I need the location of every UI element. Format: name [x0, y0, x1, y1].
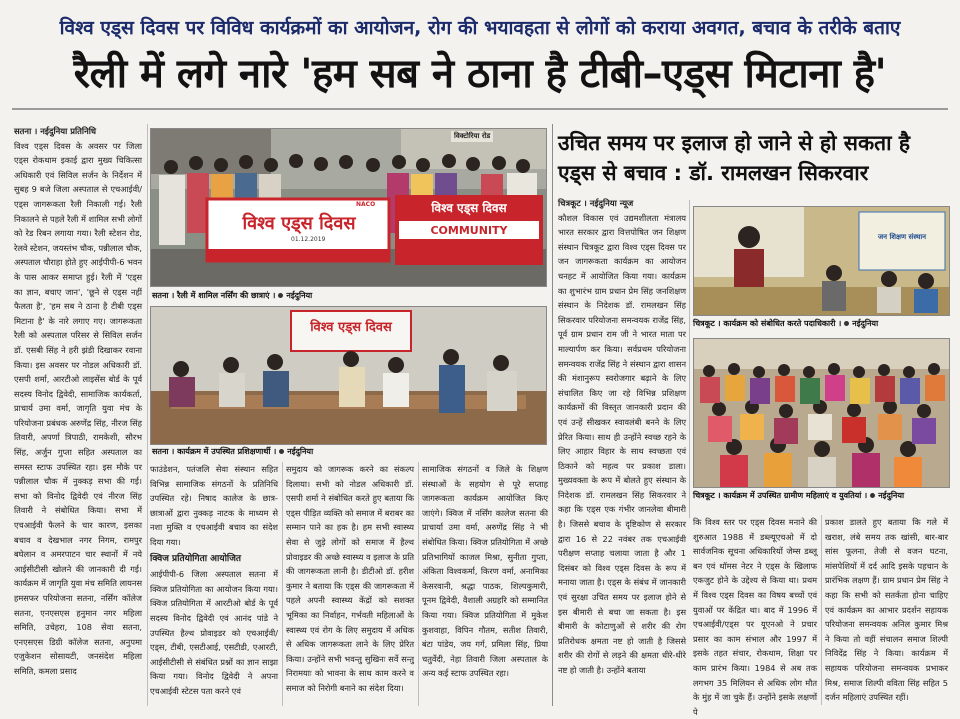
byline-satna: सतना । नईदुनिया प्रतिनिधि [14, 126, 97, 136]
bottom-column-2 [286, 462, 414, 708]
program-photo [150, 306, 547, 445]
chitrakoot-column-2 [693, 515, 817, 717]
program-banner-text: विश्व एड्स दिवस [310, 320, 392, 335]
article-kicker: विश्व एड्स दिवस पर विविध कार्यक्रमों का आयोजन, रोग की भयावहता से लोगों को कराया अवगत, बचाव के तरीके बताए [59, 17, 901, 39]
column-divider [147, 124, 148, 706]
rally-banner-naco: NACO [356, 201, 376, 208]
quiz-subheading: क्विज प्रतियोगिता आयोजित [150, 553, 242, 564]
chitrakoot-top-caption-text: चित्रकूट । कार्यक्रम को संबोधित करते पदाधिकारी । [693, 319, 842, 328]
bullet-icon [844, 321, 849, 326]
bottom-column-1-text: फाउंडेशन, पतंजलि सेवा संस्थान सहित विभिन्न सामाजिक संगठनों के प्रतिनिधि उपस्थित रहे। निषाद कालेज के छात्र-छात्राओं द्वारा नुक्कड़ नाटक के माध्यम से नशा मुक्ति व एचआईवी बचाव का संदेश दिया गया। [150, 464, 278, 547]
chitrakoot-banner-text: जन शिक्षण संस्थान [877, 233, 927, 241]
chitrakoot-bottom-caption-source: नईदुनिया [878, 491, 905, 500]
bullet-icon [870, 493, 875, 498]
chitrakoot-column [558, 196, 686, 708]
chitrakoot-column-2-text: कि विश्व स्तर पर एड्स दिवस मनाने की शुरुआत 1988 में डब्ल्यूएचओ में दो सार्वजनिक सूचना अधिकारियों जेम्स डब्लू बन एवं थॉमस नेटर ने एड्स के खिलाफ एकजुट होने के उद्देश्य से किया था। प्रथम में विश्व एड्स दिवस का विषय बच्चों एवं युवाओं पर केंद्रित था। बाद में 1996 में एचआईवी/एड्स पर यूएनओ ने प्रचार प्रसार का काम संभाल और 1997 में इसके तहत संचार, रोकथाम, शिक्षा पर काम प्रारंभ किया। 1984 से अब तक लगभग 35 मिलियन से अधिक लोग मौत के मुंह में जा चुके हैं। उन्होंने इसके लक्षणों पे [693, 517, 817, 717]
rally-photo [150, 128, 547, 287]
bottom-column-1-text-after: आईपीपी-6 जिला अस्पताल सतना में क्विज प्रतियोगिता का आयोजन किया गया। क्विज प्रतियोगिता में आरटीओ बोर्ड के पूर्व सदस्य विनोद द्विवेदी एवं आनंद पांडे ने उपस्थित हैल्थ प्रोवाइडर को एचआईवी/एड्स, टीबी, एसटीआई, एसटीडी, एआरटी, आईसीटीसी से संबंधित प्रश्नों का ज्ञान साझा किया गया। विनोद द्विवेदी ने अपना एचआईवी स्टेटस पता करने एवं [150, 569, 278, 696]
chitrakoot-column-text: कौशल विकास एवं उद्यमशीलता मंत्रालय भारत सरकार द्वारा वित्तपोषित जन शिक्षण संस्थान चित्रकूट द्वारा विश्व एड्स दिवस पर जन जागरूकता कार्यक्रम का आयोजन चनहट में आयोजित किया गया। कार्यक्रम का शुभारंभ ग्राम प्रधान प्रेम सिंह जनशिक्षण संस्थान के निदेशक डॉ. रामलखन सिंह सिकरवार परियोजना समन्वयक राजेंद्र सिंह, पूर्व ग्राम प्रधान राम जी ने भारत माता पर माल्यार्पण कर किया। सर्वप्रथम परियोजना समन्वयक राजेंद्र सिंह ने संस्थान द्वारा शासन की मंशानुरूप स्वरोजगार बढ़ाने के लिए संचालित किए जा रहे विभिन्न प्रशिक्षण कार्यक्रमों की विस्तृत जानकारी प्रदान की एवं उन्हें सीखकर स्वावलंबी बनने के लिए प्रेरित किया। साथ ही उन्होंने स्वच्छ रहने के लिए आहार विहार के साथ स्वच्छता एवं ठिकाने को महत्व पर प्रकाश डाला। मुख्यवक्ता के रूप में बोलते हुए संस्थान के निदेशक डॉ. रामलखन सिंह सिकरवार ने कहा कि एड्स एक गंभीर जानलेवा बीमारी है। जिससे बचाव के दृष्टिकोण से सरकार द्वारा 16 से 22 नवंबर तक एचआईवी परीक्षण सप्ताह चलाया जाता है और 1 दिसंबर को विश्व एड्स दिवस के रूप में मनाया जाता है। एड्स के संबंध में जानकारी एवं सुरक्षा उचित समय पर इलाज होने से इस बीमारी से बचा जा सकता है। इस बीमारी के कोटाणुओं से शरीर की रोग प्रतिरोधक क्षमता नष्ट हो जाती है जिससे शरीर की रोगों से लड़ने की क्षमता धीरे-धीरे नष्ट हो जाती है। उन्होंने बताया [558, 212, 686, 675]
header-divider [12, 108, 948, 110]
rally-banner-date: 01.12.2019 [291, 236, 326, 243]
bottom-column-3 [422, 462, 548, 708]
bullet-icon [279, 449, 284, 454]
bottom-column-2-text: समुदाय को जागरूक करने का संकल्प दिलाया। सभी को नोडल अधिकारी डॉ. एसपी शर्मा ने संबोधित करते हुए बताया कि एड्स पीड़ित व्यक्ति को समाज में बराबर का सम्मान पाने का हक है। हम सभी स्वास्थ्य सेवा से जुड़े लोगों को समाज में हैल्थ प्रोवाइडर की अच्छे स्वास्थ्य व इलाज के प्रति की जागरूकता लानी है। डीटीओ डॉ. हरीश कुमार ने बताया कि एड्स की जागरूकता में पहले अपनी स्वास्थ्य केंद्रों को सशक्त भूमिका का निर्वाहन, गर्भवती महिलाओं के स्वास्थ्य एवं रोग के लिए समुदाय में अधिक से अधिक जागरूकता लाने के लिए प्रेरित किया। उन्होंने सभी भवन्तु सुखिनः सर्वे सन्तु निरामयाः को भावना के साथ काम करने व समाज को निरोगी बनाने का संदेश दिया। [286, 464, 414, 693]
chitrakoot-crowd-illustration [694, 339, 949, 487]
chitrakoot-top-caption-source: नईदुनिया [852, 319, 879, 328]
rally-caption-text: सतना । रैली में शामिल नर्सिंग की छात्राएं । [152, 291, 276, 300]
chitrakoot-speaker-illustration [694, 207, 949, 315]
bullet-icon [278, 293, 283, 298]
bottom-column-1 [150, 462, 278, 708]
left-column [14, 124, 142, 708]
program-caption-text: सतना । कार्यक्रम में उपस्थित प्रशिक्षणार्थी । [152, 447, 277, 456]
shop-sign: विक्टोरिया रोड [451, 131, 493, 142]
chitrakoot-speaker-photo [693, 206, 950, 316]
rally-caption [152, 290, 542, 301]
rally-banner-text: विश्व एड्स दिवस [242, 213, 356, 234]
story-divider [552, 124, 553, 706]
bottom-column-3-text: सामाजिक संगठनों व जिले के शिक्षण संस्थाओं के सहयोग से पूरे सप्ताह जागरूकता कार्यक्रम आयोजित किए जाएंगे। क्विज में नर्सिंग कालेज सतना की प्राचार्या उमा वर्मा, अरुणेंद्र सिंह ने भी संबोधित किया। क्विज प्रतियोगिता में अच्छे प्रतिभागियों काजल मिश्रा, सुनीता गुप्ता, अंकिता विश्वकर्मा, किरण वर्मा, अनामिका केसरवानी, श्रद्धा पाठक, शिल्पकुमारी, पूनम द्विवेदी, वैशाली अग्रहरि को सम्मानित किया गया। क्विज प्रतियोगिता में मुकेश कुशवाहा, विपिन गौतम, सतीश तिवारी, बंटा पांडेय, जय गर्ग, प्रमिला सिंह, प्रिया चतुर्वेदी, नेहा तिवारी जिला अस्पताल के अन्य कई स्टाफ उपस्थित रहा। [422, 464, 548, 679]
chitrakoot-column-3 [825, 515, 948, 708]
left-column-text: विश्व एड्स दिवस के अवसर पर जिला एड्स रोकथाम इकाई द्वारा मुख्य चिकित्सा अधिकारी एवं सिविल सर्जन के निर्देशन में सुबह 9 बजे जिला अस्पताल से एचआईवी/एड्स जागरूकता रैली निकाली गई। रैली निकालने से पहले रैली में शामिल सभी लोगों को रेड रिबन लगाया गया। रैली स्टेशन रोड, रेलवे स्टेशन, जयस्तंभ चौक, पन्नीलाल चौक, अस्पताल चौराहा होते हुए आईपीपी-6 भवन के पास आकर समाप्त हुई। रैली में 'एड्स का ज्ञान, बचाए जान', 'छूने से एड्स नहीं फैलता है', 'हम सब ने ठाना है टीबी एड्स मिटाना है' के नारे लगाए गए। जागरूकता रैली को अस्पताल परिसर से सिविल सर्जन डॉ. एसबी सिंह ने हरी झंडी दिखाकर रवाना किया। इस अवसर पर नोडल अधिकारी डॉ. एसपी शर्मा, आरटीओ लाइसेंस बोर्ड के पूर्व सदस्य विनोद द्विवेदी, सामाजिक कार्यकर्ता, प्राचार्य उमा वर्मा, जागृति युवा मंच के परियोजना प्रबंधक अरुणेंद्र सिंह, नीरज सिंह तिवारी, अपर्णा त्रिपाठी, रामकेशी, सौरभ सिंह, अर्जुन गुप्ता सहित अस्पताल का समस्त स्टाफ उपस्थित रहा। इस मौके पर पन्नीलाल चौक में नुक्कड़ सभा की गई। सभा को विनोद द्विवेदी एवं नीरज सिंह तिवारी ने संबोधित किया। सभा में एचआईवी फैलने के चार कारण, इसका बचाव व देखभाल नगर निगम, रामपुर बघेलान व अमरपाटन चार स्थानों में नये आईसीटीसी खोलने की जानकारी दी गई। कार्यक्रम में जागृति युवा मंच समिति लायनस हमसफर परियोजना सतना, नर्सिंग कॉलेज सतना, एनएसएस हनुमान नगर महिला समिति, उचेहरा, 108 सेवा सतना, एनएसएस डिग्री कॉलेज सतना, अनुपमा एजुकेशन सोसायटी, जनसंदेश महिला समिति, कमला प्रसाद [14, 140, 143, 676]
chitrakoot-column-3-text: प्रकाश डालते हुए बताया कि गले में खराश, लंबे समय तक खांसी, बार-बार सांस फूलना, तेजी से वजन घटना, मांसपेशियों में दर्द आदि इसके पहचान के प्रारंभिक लक्षण हैं। ग्राम प्रधान प्रेम सिंह ने कहा कि सभी को सतर्कता होना चाहिए एवं कार्यक्रम का आभार प्रदर्शन सहायक परियोजना समन्वयक अनिल कुमार मिश्र ने किया तो वहीं संचालन समाज शिल्पी निविदेंद्र सिंह ने किया। कार्यक्रम में सहायक परियोजना समन्वयक प्रभाकर मिश्र, समाज शिल्पी वविता सिंह सहित 5 दर्जन महिलाएं उपस्थित रहीं। [825, 517, 948, 703]
column-divider [282, 462, 283, 706]
chitrakoot-bottom-caption [693, 490, 948, 501]
chitrakoot-crowd-photo [693, 338, 950, 488]
chitrakoot-top-caption [693, 318, 948, 329]
byline-chitrakoot: चित्रकूट । नईदुनिया न्यूज [558, 198, 634, 208]
chitrakoot-bottom-caption-text: चित्रकूट । कार्यक्रम में उपस्थित ग्रामीण महिलाएं व युवतियां । [693, 491, 868, 500]
column-divider [689, 200, 690, 518]
column-divider [821, 515, 822, 705]
article-subheadline: उचित समय पर इलाज हो जाने से हो सकता है एड्स से बचाव : डॉ. रामलखन सिकरवार [558, 131, 911, 185]
article-headline: रैली में लगे नारे 'हम सब ने ठाना है टीबी–एड्स मिटाना है' [73, 51, 887, 97]
program-caption [152, 446, 542, 457]
rally-banner-right-sub: COMMUNITY [430, 224, 508, 237]
rally-banner-right-text: विश्व एड्स दिवस [431, 201, 507, 215]
program-caption-source: नईदुनिया [287, 447, 314, 456]
column-divider [418, 462, 419, 706]
rally-caption-source: नईदुनिया [286, 291, 313, 300]
